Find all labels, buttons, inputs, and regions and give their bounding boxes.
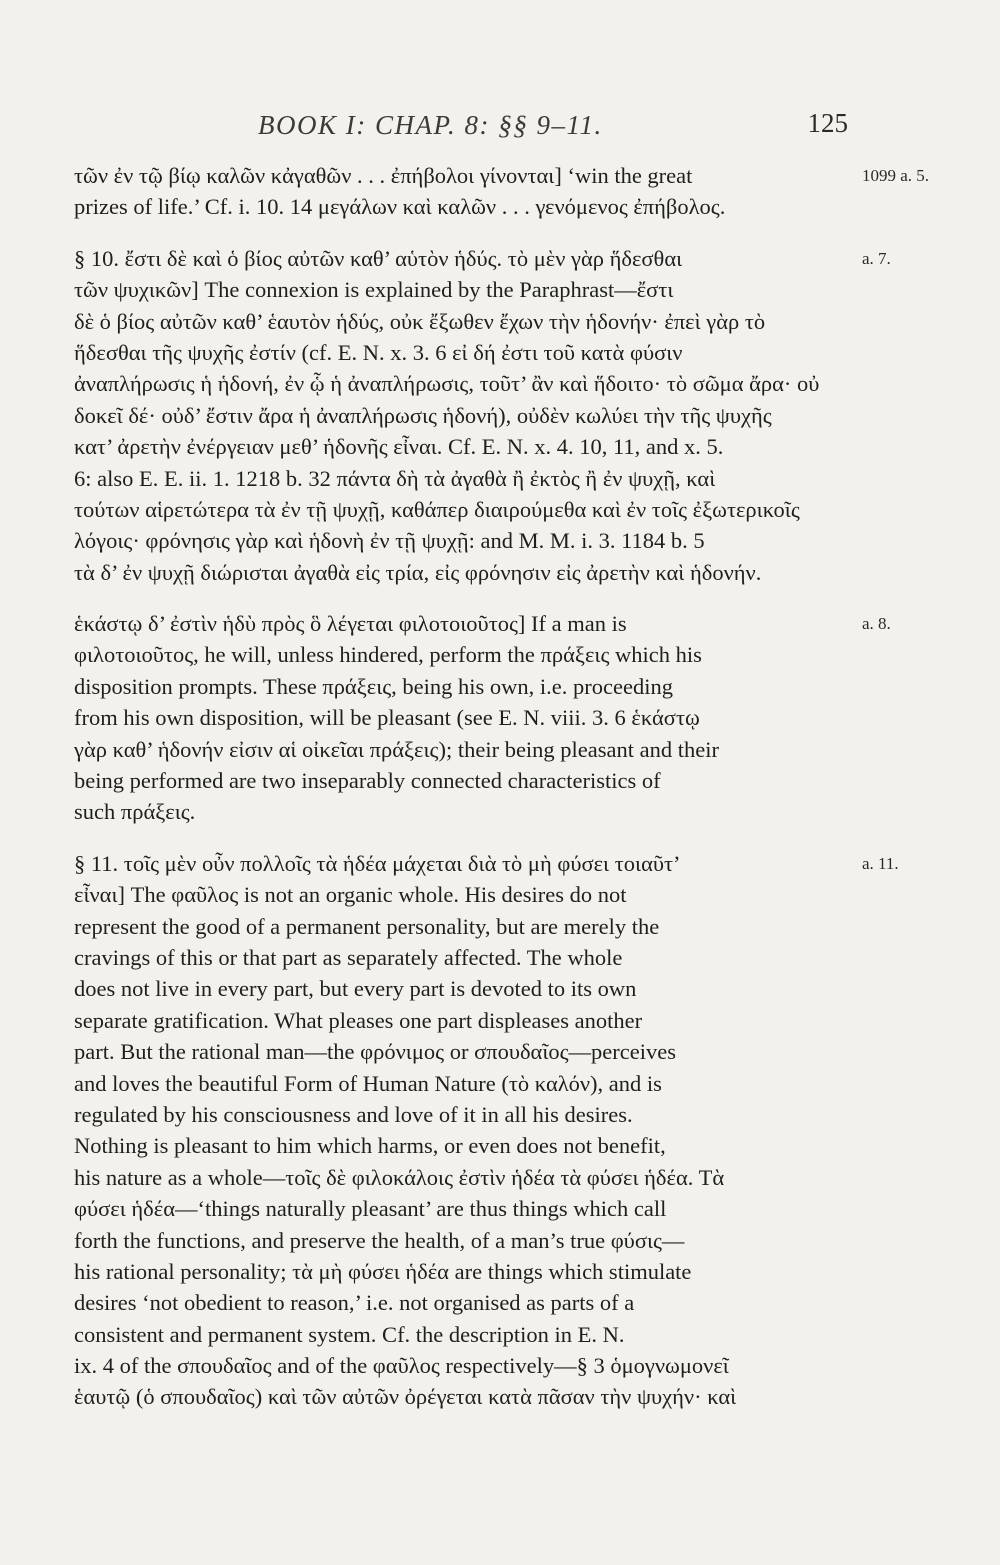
text-line: [74, 765, 854, 796]
text-line: [74, 368, 854, 399]
line-text: regulated by his consciousness and love of it in all his desires.: [74, 1101, 633, 1127]
text-line: [74, 1225, 854, 1256]
margin-reference: 1099 a. 5.: [862, 166, 930, 185]
line-text: represent the good of a permanent personality, but are merely the: [74, 913, 660, 939]
commentary-paragraph: [74, 160, 930, 223]
line-text: λόγοις· φρόνησις γὰρ καὶ ἡδονὴ ἐν τῇ ψυχῇ: and M. M. i. 3. 1184 b. 5: [74, 528, 705, 554]
line-text: such πράξεις.: [74, 799, 196, 825]
line-text: disposition prompts. These πράξεις, being his own, i.e. proceeding: [74, 673, 673, 699]
page-number: 125: [807, 108, 848, 138]
text-line: [74, 1162, 854, 1193]
line-text: φύσει ἡδέα—‘things naturally pleasant’ are thus things which call: [74, 1196, 667, 1222]
text-line: [74, 160, 930, 191]
line-text: his nature as a whole—τοῖς δὲ φιλοκάλοις ἐστὶν ἡδέα τὰ φύσει ἡδέα. Τὰ: [74, 1164, 725, 1190]
line-text: κατ’ ἀρετὴν ἐνέργειαν μεθ’ ἡδονῆς εἶναι. Cf. E. N. x. 4. 10, 11, and x. 5.: [74, 434, 724, 460]
line-text: 6: also E. E. ii. 1. 1218 b. 32 πάντα δὴ τὰ ἀγαθὰ ἢ ἐκτὸς ἢ ἐν ψυχῇ, καὶ: [74, 465, 716, 491]
text-line: [74, 702, 854, 733]
text-line: [74, 1005, 854, 1036]
line-text: τῶν ἐν τῷ βίῳ καλῶν κἀγαθῶν . . . ἐπήβολοι γίνονται] ‘win the great: [74, 163, 693, 188]
text-line: [74, 463, 854, 494]
text-line: [74, 1287, 854, 1318]
line-text: forth the functions, and preserve the health, of a man’s true φύσις—: [74, 1227, 685, 1253]
line-text: ix. 4 of the σπουδαῖος and of the φαῦλος respectively—§ 3 ὁμογνωμονεῖ: [74, 1353, 729, 1379]
text-line: [74, 1350, 854, 1381]
text-line: [74, 494, 854, 525]
commentary-paragraph: [74, 848, 899, 1413]
line-text: from his own disposition, will be pleasant (see E. N. viii. 3. 6 ἑκάστῳ: [74, 705, 700, 731]
line-text: cravings of this or that part as separately affected. The whole: [74, 944, 623, 970]
line-text: φιλοτοιοῦτος, he will, unless hindered, perform the πράξεις which his: [74, 642, 702, 668]
text-line: [74, 1099, 854, 1130]
line-text: ἥδεσθαι τῆς ψυχῆς ἐστίν (cf. E. N. x. 3. 6 εἰ δή ἐστι τοῦ κατὰ φύσιν: [74, 339, 683, 365]
text-line: [74, 796, 854, 827]
text-line: [74, 1068, 854, 1099]
text-line: [74, 1130, 854, 1161]
commentary-paragraph: [74, 608, 891, 828]
line-text: does not live in every part, but every part is devoted to its own: [74, 976, 637, 1002]
line-text: § 11. τοῖς μὲν οὖν πολλοῖς τὰ ἡδέα μάχεται διὰ τὸ μὴ φύσει τοιαῦτ’: [74, 850, 681, 876]
line-text: ἑαυτῷ (ὁ σπουδαῖος) καὶ τῶν αὐτῶν ὀρέγεται κατὰ πᾶσαν τὴν ψυχήν· καὶ: [74, 1384, 737, 1410]
line-text: separate gratification. What pleases one part displeases another: [74, 1007, 643, 1033]
line-text: εἶναι] The φαῦλος is not an organic whole. His desires do not: [74, 882, 627, 908]
line-text: consistent and permanent system. Cf. the description in E. N.: [74, 1321, 625, 1347]
commentary-body: [74, 160, 930, 1413]
text-line: [74, 1319, 854, 1350]
text-line: [74, 848, 899, 879]
running-head: BOOK I: CHAP. 8: §§ 9–11.: [258, 110, 603, 140]
text-line: [74, 639, 854, 670]
text-line: [74, 734, 854, 765]
text-line: [74, 608, 891, 639]
line-text: desires ‘not obedient to reason,’ i.e. not organised as parts of a: [74, 1290, 635, 1316]
text-line: [74, 525, 854, 556]
commentary-paragraph: [74, 243, 891, 588]
text-line: [74, 942, 854, 973]
line-text: δοκεῖ δέ· οὐδ’ ἔστιν ἄρα ἡ ἀναπλήρωσις ἡδονή), οὐδὲν κωλύει τὴν τῆς ψυχῆς: [74, 402, 772, 428]
text-line: [74, 306, 854, 337]
text-line: [74, 879, 854, 910]
text-line: [74, 1381, 854, 1412]
line-text: being performed are two inseparably connected characteristics of: [74, 768, 661, 794]
text-line: [74, 911, 854, 942]
margin-reference: a. 7.: [862, 248, 891, 268]
text-line: [74, 557, 854, 588]
text-line: [74, 400, 854, 431]
line-text: τούτων αἱρετώτερα τὰ ἐν τῇ ψυχῇ, καθάπερ διαιρούμεθα καὶ ἐν τοῖς ἐξωτερικοῖς: [74, 496, 800, 522]
text-line: [74, 431, 854, 462]
text-line: [74, 671, 854, 702]
line-text: τὰ δ’ ἐν ψυχῇ διώρισται ἀγαθὰ εἰς τρία, εἰς φρόνησιν εἰς ἀρετὴν καὶ ἡδονήν.: [74, 559, 762, 585]
line-text: γὰρ καθ’ ἡδονήν εἰσιν αἱ οἰκεῖαι πράξεις); their being pleasant and their: [74, 736, 719, 762]
text-line: [74, 274, 854, 305]
line-text: part. But the rational man—the φρόνιμος or σπουδαῖος—perceives: [74, 1039, 677, 1065]
text-line: [74, 973, 854, 1004]
line-text: ἑκάστῳ δ’ ἐστὶν ἡδὺ πρὸς ὃ λέγεται φιλοτοιοῦτος] If a man is: [74, 611, 627, 637]
text-line: [74, 1036, 854, 1067]
line-text: his rational personality; τὰ μὴ φύσει ἡδέα are things which stimulate: [74, 1258, 692, 1284]
text-line: [74, 243, 891, 274]
line-text: § 10. ἔστι δὲ καὶ ὁ βίος αὐτῶν καθ’ αὑτὸν ἡδύς. τὸ μὲν γὰρ ἥδεσθαι: [74, 245, 683, 271]
margin-reference: a. 8.: [862, 614, 891, 634]
line-text: Nothing is pleasant to him which harms, or even does not benefit,: [74, 1133, 666, 1159]
line-text: ἀναπλήρωσις ἡ ἡδονή, ἐν ᾧ ἡ ἀναπλήρωσις, τοῦτ’ ἂν καὶ ἥδοιτο· τὸ σῶμα ἄρα· οὐ: [74, 371, 820, 397]
text-line: [74, 191, 854, 222]
line-text: δὲ ὁ βίος αὐτῶν καθ’ ἑαυτὸν ἡδύς, οὐκ ἔξωθεν ἔχων τὴν ἡδονήν· ἐπεὶ γὰρ τὸ: [74, 308, 766, 334]
line-text: prizes of life.’ Cf. i. 10. 14 μεγάλων καὶ καλῶν . . . γενόμενος ἐπήβολος.: [74, 194, 726, 220]
margin-reference: a. 11.: [862, 853, 899, 873]
line-text: and loves the beautiful Form of Human Nature (τὸ καλόν), and is: [74, 1070, 662, 1096]
page-header: [258, 110, 848, 150]
line-text: τῶν ψυχικῶν] The connexion is explained by the Paraphrast—ἔστι: [74, 277, 674, 303]
text-line: [74, 1256, 854, 1287]
text-line: [74, 337, 854, 368]
text-line: [74, 1193, 854, 1224]
